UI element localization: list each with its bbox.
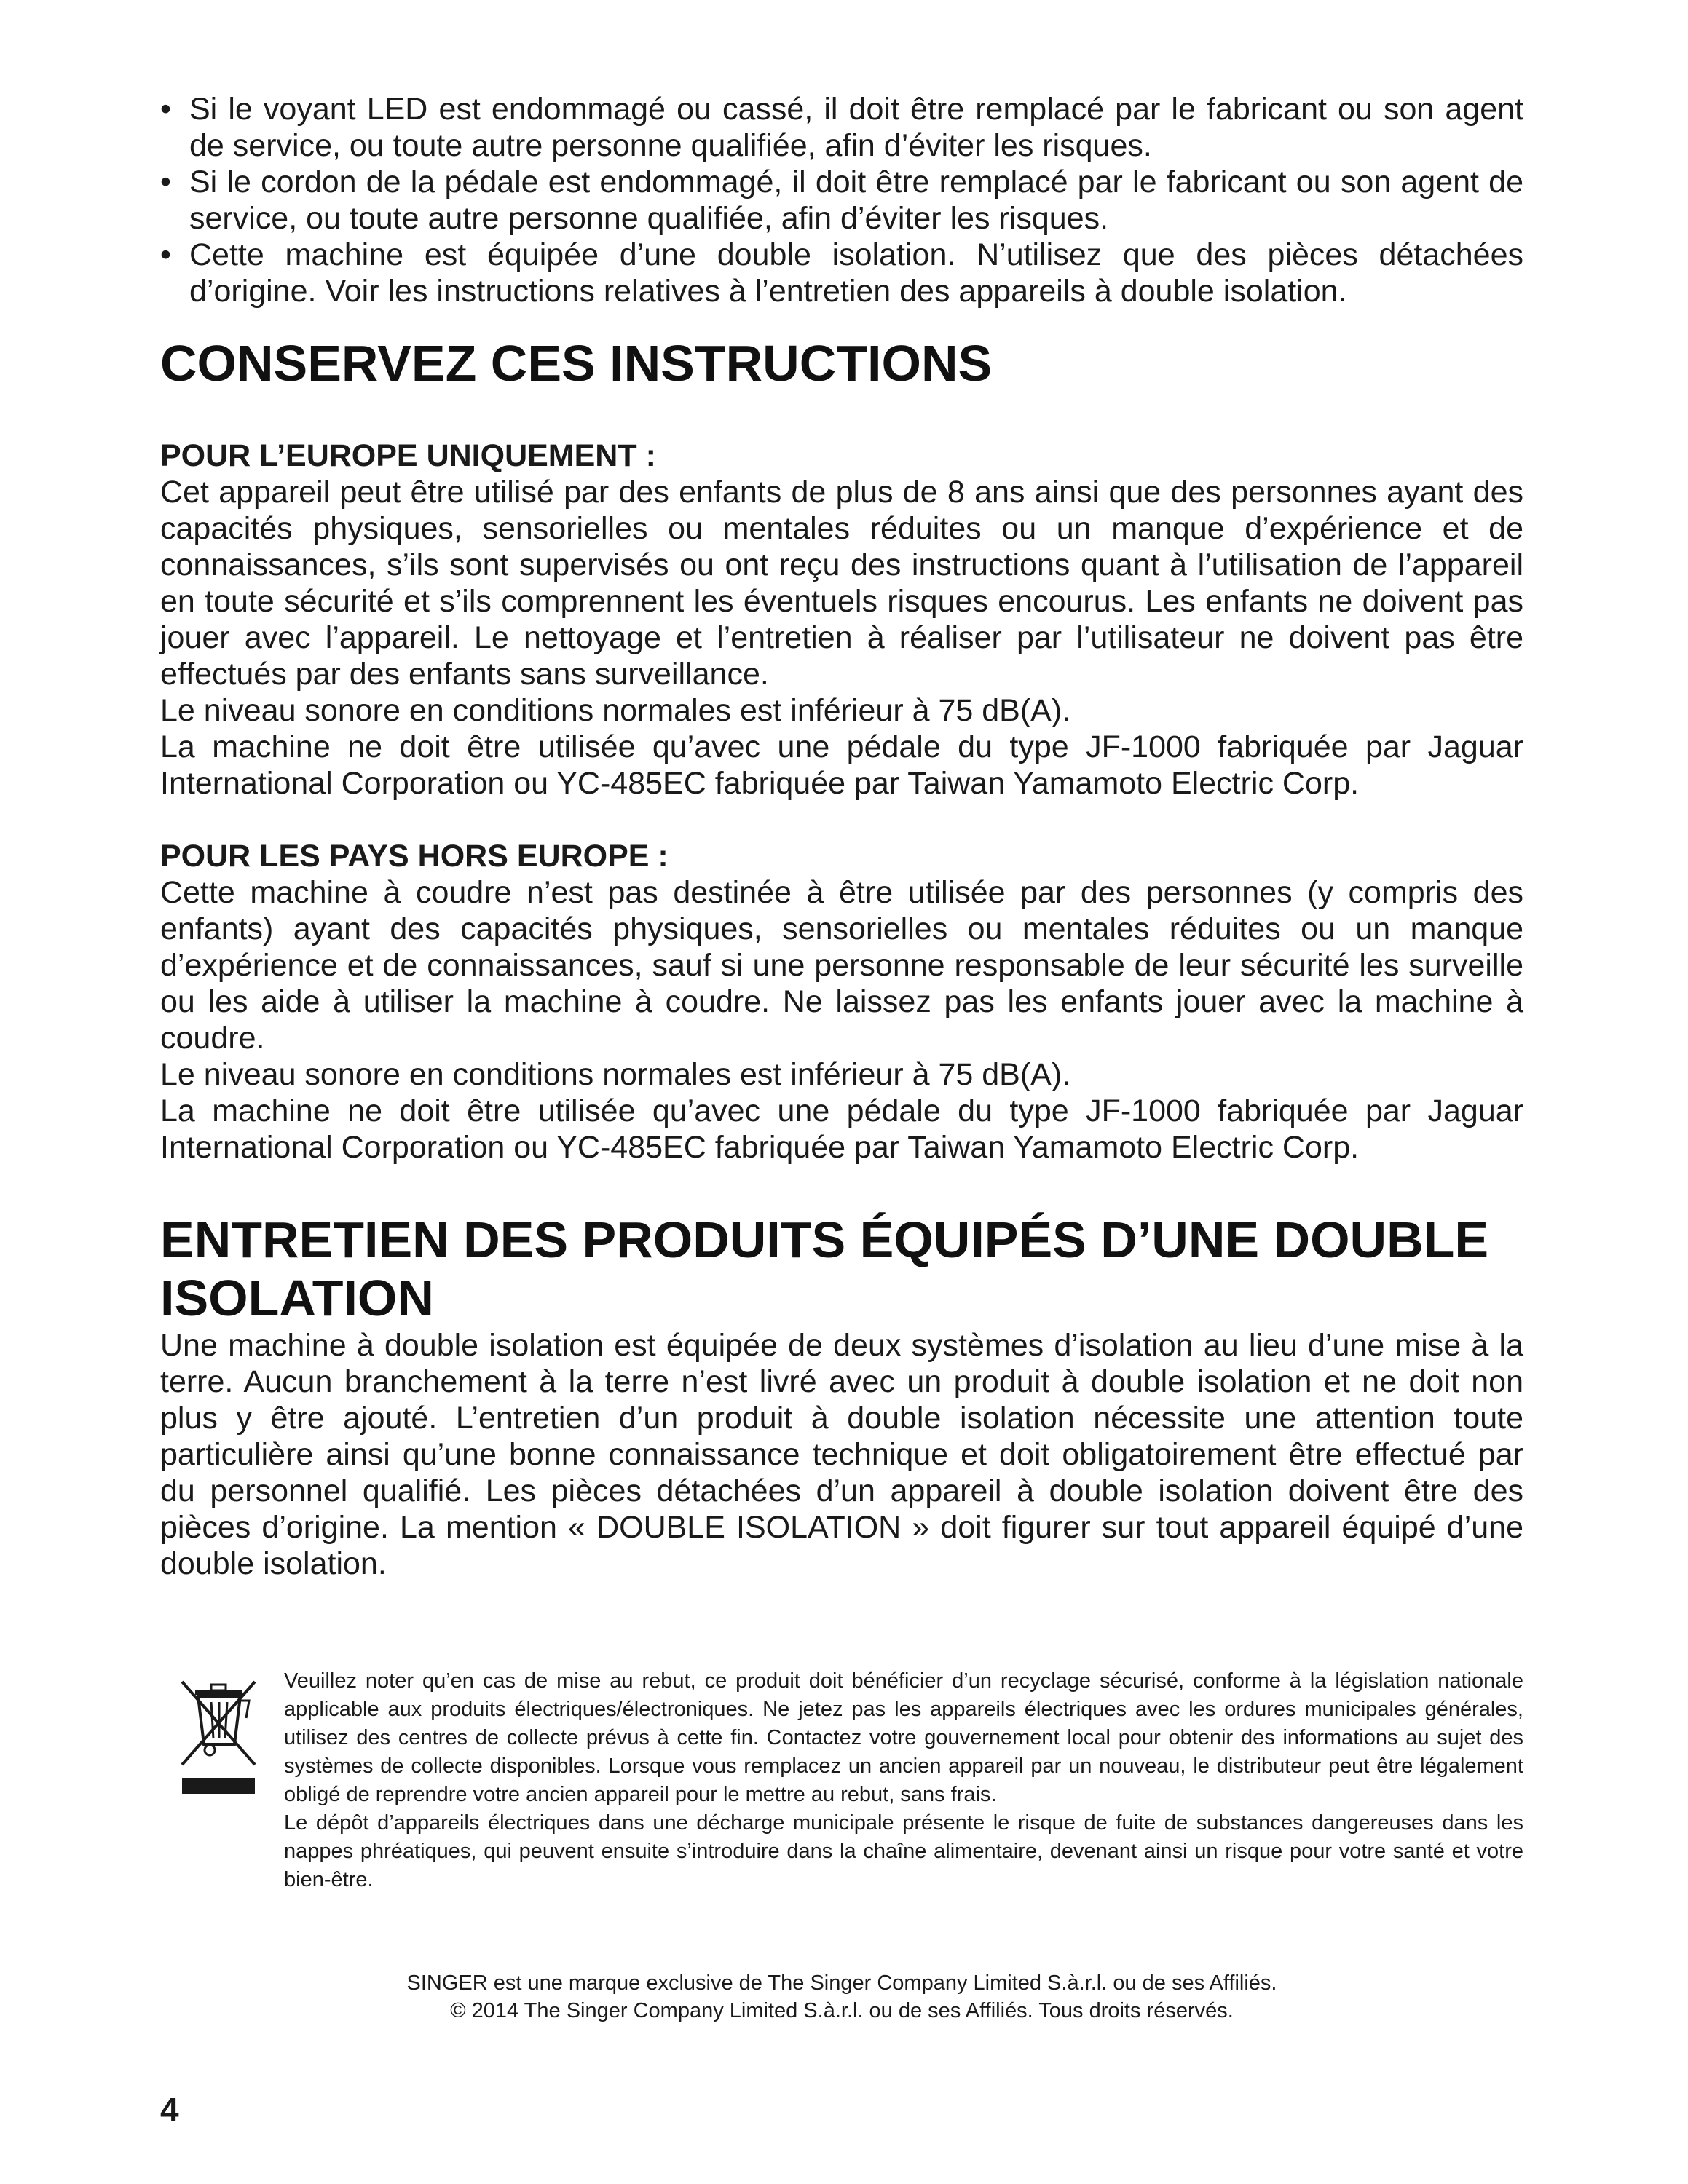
page-content <box>160 91 1523 1582</box>
weee-paragraph-landfill: Le dépôt d’appareils électriques dans une décharge municipale présente le risque de fuite de substances dangereuses dans les nappes phréatiques, qui peuvent ensuite s’introduire dans la chaîne alimentaire, devenant ainsi un risque pour votre santé et votre bien-être. <box>284 1811 1523 1891</box>
weee-text <box>284 1667 1523 1894</box>
subheading-non-europe: POUR LES PAYS HORS EUROPE : <box>160 839 669 874</box>
bullet-led: • Si le voyant LED est endommagé ou cassé, il doit être remplacé par le fabricant ou son agent de service, ou toute autre personne qualifiée, afin d’éviter les risques. <box>160 91 1523 164</box>
bullet-double-insulation: • Cette machine est équipée d’une double isolation. N’utilisez que des pièces détachées d’origine. Voir les instructions relatives à l’entretien des appareils à double isolation. <box>160 237 1523 309</box>
europe-paragraph: Cet appareil peut être utilisé par des enfants de plus de 8 ans ainsi que des personnes ayant des capacités physiques, sensorielles ou mentales réduites ou un manque d’expérience et de connaissances, s’ils sont supervisés ou ont reçu des instructions quant à l’utilisation de l’appareil en toute sécurité et s’ils comprennent les éventuels risques encourus. Les enfants ne doivent pas jouer avec l’appareil. Le nettoyage et l’entretien à réaliser par l’utilisateur ne doivent pas être effectués par des enfants sans surveillance. <box>160 475 1523 692</box>
footer-notes <box>160 1969 1523 2025</box>
europe-noise-level: Le niveau sonore en conditions normales est inférieur à 75 dB(A). <box>160 693 1071 728</box>
copyright-note: © 2014 The Singer Company Limited S.à.r.l. ou de ses Affiliés. Tous droits réservés. <box>450 1999 1234 2022</box>
non-europe-pedal-type: La machine ne doit être utilisée qu’avec une pédale du type JF-1000 fabriquée par Jaguar International Corporation ou YC-485EC fabriquée par Taiwan Yamamoto Electric Corp. <box>160 1093 1523 1165</box>
heading-double-insulation-maintenance: ENTRETIEN DES PRODUITS ÉQUIPÉS D’UNE DOUBLE ISOLATION <box>160 1211 1489 1326</box>
europe-pedal-type: La machine ne doit être utilisée qu’avec une pédale du type JF-1000 fabriquée par Jaguar International Corporation ou YC-485EC fabriquée par Taiwan Yamamoto Electric Corp. <box>160 729 1523 801</box>
crossed-out-wheelie-bin-icon <box>175 1674 262 1805</box>
trademark-note: SINGER est une marque exclusive de The Singer Company Limited S.à.r.l. ou de ses Affiliés. <box>406 1971 1277 1995</box>
double-insulation-paragraph: Une machine à double isolation est équipée de deux systèmes d’isolation au lieu d’une mise à la terre. Aucun branchement à la terre n’est livré avec un produit à double isolation et ne doit non plus y être ajouté. L’entretien d’un produit à double isolation nécessite une attention toute particulière ainsi qu’une bonne connaissance technique et doit obligatoirement être effectué par du personnel qualifié. Les pièces détachées d’un appareil à double isolation doivent être des pièces d’origine. La mention « DOUBLE ISOLATION » doit figurer sur tout appareil équipé d’une double isolation. <box>160 1328 1523 1581</box>
weee-notice <box>160 1667 1523 1929</box>
non-europe-noise-level: Le niveau sonore en conditions normales est inférieur à 75 dB(A). <box>160 1057 1071 1092</box>
non-europe-paragraph: Cette machine à coudre n’est pas destinée à être utilisée par des personnes (y compris des enfants) ayant des capacités physiques, sensorielles ou mentales réduites ou un manque d’expérience et de connaissances, sauf si une personne responsable de leur sécurité les surveille ou les aide à utiliser la machine à coudre. Ne laissez pas les enfants jouer avec la machine à coudre. <box>160 875 1523 1056</box>
weee-paragraph-disposal: Veuillez noter qu’en cas de mise au rebut, ce produit doit bénéficier d’un recyclage sécurisé, conforme à la législation nationale applicable aux produits électriques/électroniques. Ne jetez pas les appareils électriques avec les ordures municipales générales, utilisez des centres de collecte prévus à cette fin. Contactez votre gouvernement local pour obtenir des informations au sujet des systèmes de collecte disponibles. Lorsque vous remplacez un ancien appareil par un nouveau, le distributeur peut être légalement obligé de reprendre votre ancien appareil pour le mettre au rebut, sans frais. <box>284 1669 1523 1806</box>
page-number: 4 <box>160 2091 179 2129</box>
heading-conserve-instructions: CONSERVEZ CES INSTRUCTIONS <box>160 335 993 392</box>
subheading-europe: POUR L’EUROPE UNIQUEMENT : <box>160 438 656 473</box>
safety-bullet-list <box>160 91 1523 309</box>
bullet-pedal-cord: • Si le cordon de la pédale est endommagé, il doit être remplacé par le fabricant ou son agent de service, ou toute autre personne qualifiée, afin d’éviter les risques. <box>160 164 1523 237</box>
